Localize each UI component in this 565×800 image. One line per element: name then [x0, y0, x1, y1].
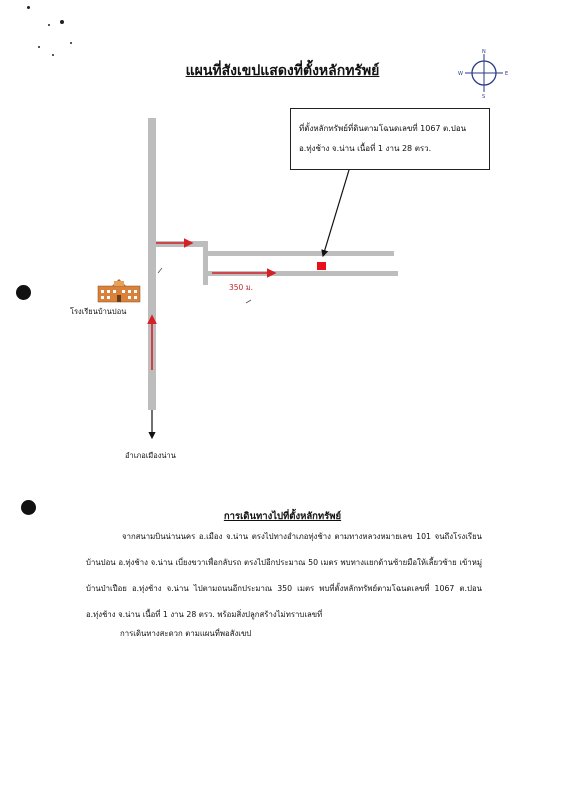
scan-mark: [246, 300, 251, 303]
compass-north: N: [482, 49, 486, 55]
callout-line-1: ที่ตั้งหลักทรัพย์ที่ดินตามโฉนดเลขที่ 1067 ต.ปอน: [299, 124, 467, 133]
school-building-icon: [98, 279, 140, 302]
property-marker: [317, 262, 326, 270]
scan-mark: [158, 268, 162, 273]
callout-line-2: อ.ทุ่งช้าง จ.น่าน เนื้อที่ 1 งาน 28 ตรว.: [299, 144, 432, 153]
directions-title: การเดินทางไปที่ตั้งหลักทรัพย์: [223, 511, 342, 522]
road-connector: [156, 241, 208, 247]
directions-note: การเดินทางสะดวก ตามแผนที่พอสังเขป: [120, 629, 252, 638]
page-title: แผนที่สังเขปแสดงที่ตั้งหลักทรัพย์: [185, 63, 380, 79]
directions-paragraph: จากสนามบินน่านนคร อ.เมือง จ.น่าน ตรงไปทางอำเภอทุ่งช้าง ตามทางหลวงหมายเลข 101 จนถึงโรงเรียนบ้านปอน อ.ทุ่งช้าง จ.น่าน เบี่ยงขวาเพื่อกลับรถ ตรงไปอีกประมาณ 50 เมตร พบทางแยกด้านซ้ายมือให้เลี้ยวซ้าย เข้าหมู่บ้านป่าเปือย อ.ทุ่งช้าง จ.น่าน ไปตามถนนอีกประมาณ 350 เมตร พบที่ตั้งหลักทรัพย์ตามโฉนดเลขที่ 1067 ต.ปอน อ.ทุ่งช้าง จ.น่าน เนื้อที่ 1 งาน 28 ตรว. พร้อมสิ่งปลูกสร้างไม่ทราบเลขที่: [86, 532, 482, 619]
road-connector-vertical: [203, 241, 208, 285]
binder-hole-top: [16, 285, 31, 300]
callout-pointer: [323, 170, 349, 256]
compass-east: E: [505, 71, 509, 77]
compass-west: W: [458, 71, 463, 77]
village-road-upper: [208, 251, 394, 256]
property-callout: [290, 108, 490, 170]
district-label: อำเภอเมืองน่าน: [125, 451, 176, 460]
distance-label: 350 ม.: [229, 283, 254, 292]
school-label: โรงเรียนบ้านปอน: [70, 307, 127, 316]
compass-south: S: [482, 94, 486, 98]
